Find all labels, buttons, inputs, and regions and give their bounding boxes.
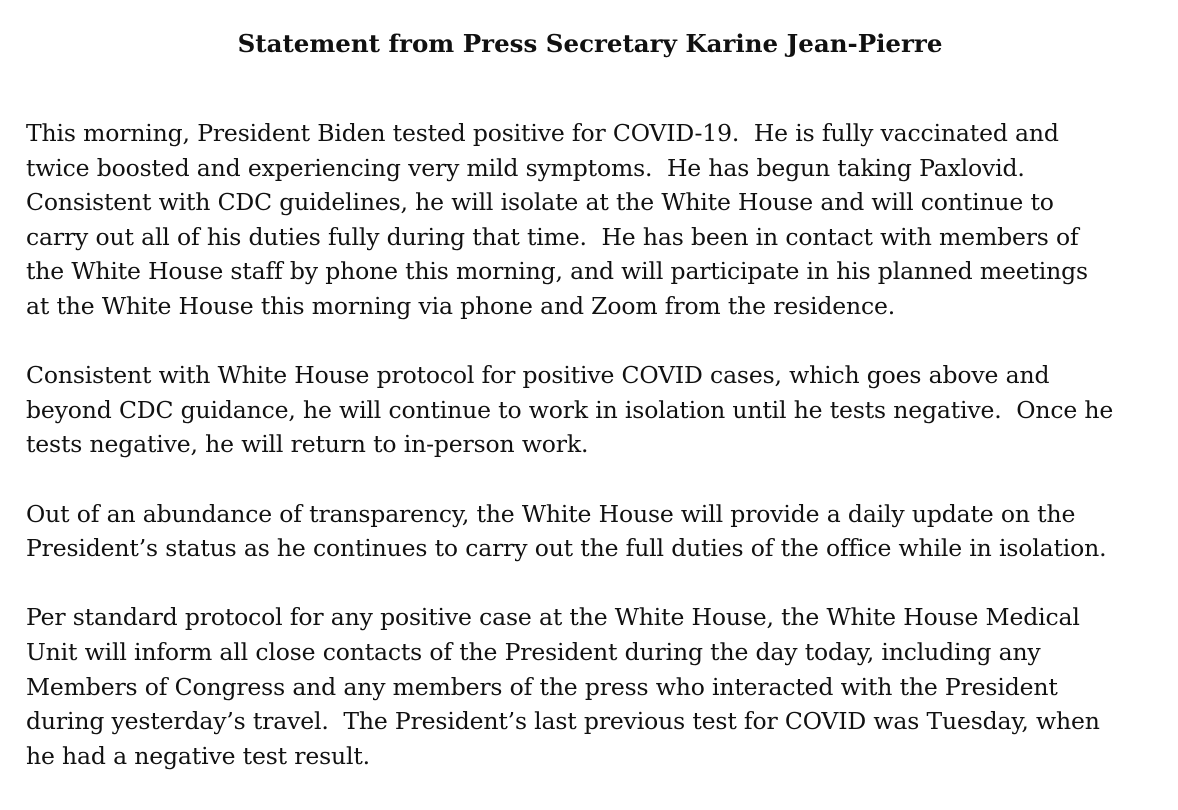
statement-title: Statement from Press Secretary Karine Jean-Pierre <box>237 29 943 58</box>
paragraph-line: carry out all of his duties fully during that time. He has been in contact with members of <box>26 222 1079 251</box>
paragraph-line: during yesterday’s travel. The President’s last previous test for COVID was Tuesday, when <box>26 707 1100 736</box>
paragraph-line: beyond CDC guidance, he will continue to work in isolation until he tests negative. Once he <box>26 395 1114 424</box>
paragraph-daily-update <box>26 497 1154 566</box>
paragraph-line: Unit will inform all close contacts of the President during the day today, including any <box>26 637 1041 666</box>
paragraph-line: Consistent with White House protocol for positive COVID cases, which goes above and <box>26 361 1050 390</box>
paragraph-line: President’s status as he continues to carry out the full duties of the office while in isolation. <box>26 534 1107 563</box>
statement-document <box>26 28 1154 773</box>
paragraph-line: Members of Congress and any members of the press who interacted with the President <box>26 672 1058 701</box>
paragraph-line: Out of an abundance of transparency, the White House will provide a daily update on the <box>26 499 1076 528</box>
paragraph-line: he had a negative test result. <box>26 741 370 770</box>
paragraph-line: This morning, President Biden tested positive for COVID-19. He is fully vaccinated and <box>26 119 1059 147</box>
paragraph-isolation-protocol <box>26 358 1154 462</box>
paragraph-close-contacts <box>26 600 1154 773</box>
paragraph-line: Per standard protocol for any positive case at the White House, the White House Medical <box>26 603 1080 632</box>
paragraph-line: Consistent with CDC guidelines, he will isolate at the White House and will continue to <box>26 188 1054 217</box>
paragraph-line: the White House staff by phone this morning, and will participate in his planned meetings <box>26 257 1088 286</box>
paragraph-covid-test-result <box>26 116 1154 324</box>
paragraph-line: at the White House this morning via phone and Zoom from the residence. <box>26 291 896 320</box>
paragraph-line: twice boosted and experiencing very mild symptoms. He has begun taking Paxlovid. <box>26 153 1025 182</box>
paragraph-line: tests negative, he will return to in-person work. <box>26 430 589 459</box>
